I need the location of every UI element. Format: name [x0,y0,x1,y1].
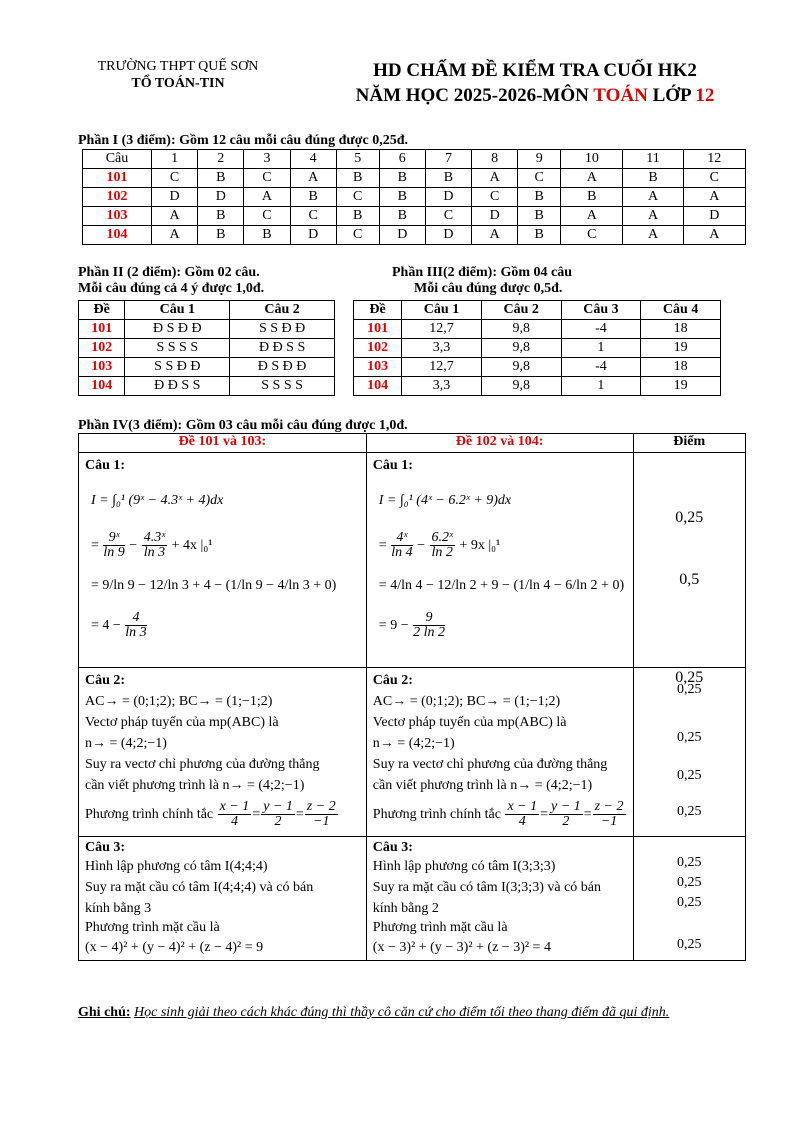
part3-heading: Phần III(2 điểm): Gồm 04 câu Mỗi câu đúng được 0,5đ. [392,265,573,296]
question-2-points: 0,25 0,25 0,25 0,25 [633,668,746,837]
table-row [79,377,335,396]
answer-cell: A [623,226,683,245]
table-row [83,207,746,226]
part2-heading: Phần II (2 điểm): Gồm 02 câu. Mỗi câu đúng cả 4 ý được 1,0đ. [78,265,265,296]
answer-cell: A [683,188,745,207]
answer-cell: B [425,169,471,188]
part1-answer-table [82,149,746,245]
question-2-row [79,668,746,837]
answer-cell: Đ Đ S S [230,339,335,358]
points-column-title: Điểm [633,434,746,453]
answer-cell: D [425,226,471,245]
answer-cell: D [683,207,745,226]
part1-header-cell: 5 [336,150,379,169]
answer-cell: C [683,169,745,188]
answer-cell: B [379,169,425,188]
part1-header-cell: 7 [425,150,471,169]
answer-cell: B [336,207,379,226]
part1-header-row [83,150,746,169]
part1-header-cell: 8 [472,150,518,169]
answer-cell: 18 [641,358,721,377]
answer-cell: Đ Đ S S [125,377,230,396]
answer-cell: A [290,169,336,188]
answer-cell: A [561,207,623,226]
answer-cell: 9,8 [481,339,561,358]
school-header [78,58,278,92]
part1-header-cell: Câu [83,150,152,169]
column-a-title: Đề 101 và 103: [79,434,367,453]
answer-cell: A [623,188,683,207]
exam-code-cell: 102 [79,339,125,358]
exam-code-cell: 104 [79,377,125,396]
part1-header-cell: 9 [518,150,561,169]
note-text: Học sinh giải theo cách khác đúng thì thầy cô căn cứ cho điểm tối theo thang điểm đã qui định. [134,1005,670,1020]
answer-cell: A [623,207,683,226]
part1-header-cell: 10 [561,150,623,169]
question-2-solution-b: Câu 2: AC→ = (0;1;2); BC→ = (1;−1;2) Vectơ pháp tuyến của mp(ABC) là n→ = (4;2;−1) Suy ra vectơ chỉ phương của đường thẳng cần viết phương trình là n→ = (4;2;−1) Phương trình chính tắc $\frac{x - 1}{4}$ = $\frac{y - 1}{2}$ = $\frac{z - 2}{-1}$ [366,668,633,837]
answer-cell: B [198,169,244,188]
exam-code-cell: 103 [83,207,152,226]
answer-cell: B [518,188,561,207]
department-name: TỔ TOÁN-TIN [131,76,225,91]
part1-header-cell: 2 [198,150,244,169]
table-row [83,226,746,245]
part1-header-cell: 3 [244,150,290,169]
grading-note [78,1002,728,1024]
part1-heading: Phần I (3 điểm): Gồm 12 câu mỗi câu đúng được 0,25đ. [78,133,409,148]
part2-header-row: Đề Câu 1 Câu 2 [79,301,335,320]
part1-header-cell: 11 [623,150,683,169]
answer-cell: D [472,207,518,226]
answer-cell: 12,7 [402,358,482,377]
answer-cell: B [623,169,683,188]
exam-code-cell: 104 [83,226,152,245]
answer-cell: A [561,169,623,188]
answer-cell: S S S S [230,377,335,396]
school-name: TRƯỜNG THPT QUẾ SƠN [97,59,259,74]
exam-code-cell: 103 [354,358,402,377]
answer-cell: B [379,188,425,207]
answer-cell: B [198,207,244,226]
answer-cell: 19 [641,377,721,396]
answer-cell: S S Đ Đ [230,320,335,339]
answer-cell: D [152,188,198,207]
document-title [300,58,770,108]
answer-cell: B [518,226,561,245]
answer-cell: Đ S Đ Đ [125,320,230,339]
answer-cell: C [244,207,290,226]
answer-cell: S S S S [125,339,230,358]
answer-cell: Đ S Đ Đ [230,358,335,377]
table-row [83,169,746,188]
answer-cell: 19 [641,339,721,358]
answer-cell: 9,8 [481,377,561,396]
table-row [79,358,335,377]
part2-answer-table [78,300,335,396]
part1-header-cell: 6 [379,150,425,169]
answer-cell: B [198,226,244,245]
answer-cell: A [472,226,518,245]
grade-number: 12 [695,85,715,106]
answer-cell: C [336,188,379,207]
answer-cell: D [379,226,425,245]
subject-name: TOÁN [593,85,648,106]
title-line-2: NĂM HỌC 2025-2026-MÔN TOÁN LỚP 12 [355,85,715,106]
answer-cell: B [518,207,561,226]
question-1-points: 0,25 0,5 0,25 [633,453,746,668]
answer-cell: 1 [561,377,641,396]
note-label: Ghi chú: [78,1005,131,1020]
part3-answer-table [353,300,721,396]
part4-solution-table [78,433,746,961]
answer-cell: C [290,207,336,226]
answer-cell: C [561,226,623,245]
part4-header-row [79,434,746,453]
answer-cell: C [425,207,471,226]
table-row [354,339,721,358]
answer-cell: A [244,188,290,207]
part1-header-cell: 12 [683,150,745,169]
answer-cell: C [518,169,561,188]
answer-cell: D [290,226,336,245]
answer-cell: B [336,169,379,188]
answer-cell: 12,7 [402,320,482,339]
question-3-solution-a: Câu 3: Hình lập phương có tâm I(4;4;4) Suy ra mặt cầu có tâm I(4;4;4) và có bán kính bằng 3 Phương trình mặt cầu là (x − 4)² + (y − 4)² + (z − 4)² = 9 [79,837,367,961]
question-1-solution-b: Câu 1: I = ∫₀¹ (4ˣ − 6.2ˣ + 9)dx = $\frac{\text{4ˣ}}{\ln 4}$ − $\frac{\text{6.2ˣ}}{\ln 2}$ + 9x |₀¹ = 4/ln 4 − 12/ln 2 + 9 − (1/ln 4 − 6/ln 2 + 0) = 9 − $\frac{9}{2 \ln 2}$ [366,453,633,668]
answer-cell: -4 [561,358,641,377]
answer-cell: D [425,188,471,207]
answer-cell: C [152,169,198,188]
answer-cell: B [244,226,290,245]
answer-cell: A [152,226,198,245]
table-row [83,188,746,207]
answer-cell: 9,8 [481,358,561,377]
table-row [79,320,335,339]
question-1-row [79,453,746,668]
exam-code-cell: 103 [79,358,125,377]
table-row [354,320,721,339]
answer-cell: C [472,188,518,207]
column-b-title: Đề 102 và 104: [366,434,633,453]
answer-cell: 9,8 [481,320,561,339]
answer-cell: C [244,169,290,188]
answer-cell: B [561,188,623,207]
exam-code-cell: 102 [83,188,152,207]
answer-cell: A [152,207,198,226]
exam-code-cell: 101 [83,169,152,188]
exam-code-cell: 102 [354,339,402,358]
question-3-points: 0,25 0,25 0,25 0,25 [633,837,746,961]
answer-cell: S S Đ Đ [125,358,230,377]
answer-cell: C [336,226,379,245]
answer-cell: 1 [561,339,641,358]
question-2-solution-a: Câu 2: AC→ = (0;1;2); BC→ = (1;−1;2) Vectơ pháp tuyến của mp(ABC) là n→ = (4;2;−1) Suy ra vectơ chỉ phương của đường thẳng cần viết phương trình là n→ = (4;2;−1) Phương trình chính tắc $\frac{x - 1}{4}$ = $\frac{y - 1}{2}$ = $\frac{z - 2}{-1}$ [79,668,367,837]
answer-cell: A [683,226,745,245]
answer-cell: -4 [561,320,641,339]
part3-header-row: Đề Câu 1 Câu 2 Câu 3 Câu 4 [354,301,721,320]
question-3-solution-b: Câu 3: Hình lập phương có tâm I(3;3;3) Suy ra mặt cầu có tâm I(3;3;3) và có bán kính bằng 2 Phương trình mặt cầu là (x − 3)² + (y − 3)² + (z − 3)² = 4 [366,837,633,961]
table-row [354,377,721,396]
question-1-solution-a: Câu 1: I = ∫₀¹ (9ˣ − 4.3ˣ + 4)dx = $\frac{\text{9ˣ}}{\ln 9}$ − $\frac{\text{4.3ˣ}}{\ln 3}$ + 4x |₀¹ = 9/ln 9 − 12/ln 3 + 4 − (1/ln 9 − 4/ln 3 + 0) = 4 − $\frac{4}{\ln 3}$ [79,453,367,668]
answer-cell: 3,3 [402,339,482,358]
answer-cell: B [379,207,425,226]
question-3-row [79,837,746,961]
answer-cell: D [198,188,244,207]
table-row [79,339,335,358]
part4-heading: Phần IV(3 điểm): Gồm 03 câu mỗi câu đúng được 1,0đ. [78,418,408,433]
part1-header-cell: 4 [290,150,336,169]
answer-cell: B [290,188,336,207]
table-row [354,358,721,377]
answer-cell: 3,3 [402,377,482,396]
part1-header-cell: 1 [152,150,198,169]
answer-cell: A [472,169,518,188]
exam-code-cell: 104 [354,377,402,396]
exam-code-cell: 101 [354,320,402,339]
title-line-1: HD CHẤM ĐỀ KIỂM TRA CUỐI HK2 [373,60,697,81]
exam-code-cell: 101 [79,320,125,339]
answer-cell: 18 [641,320,721,339]
